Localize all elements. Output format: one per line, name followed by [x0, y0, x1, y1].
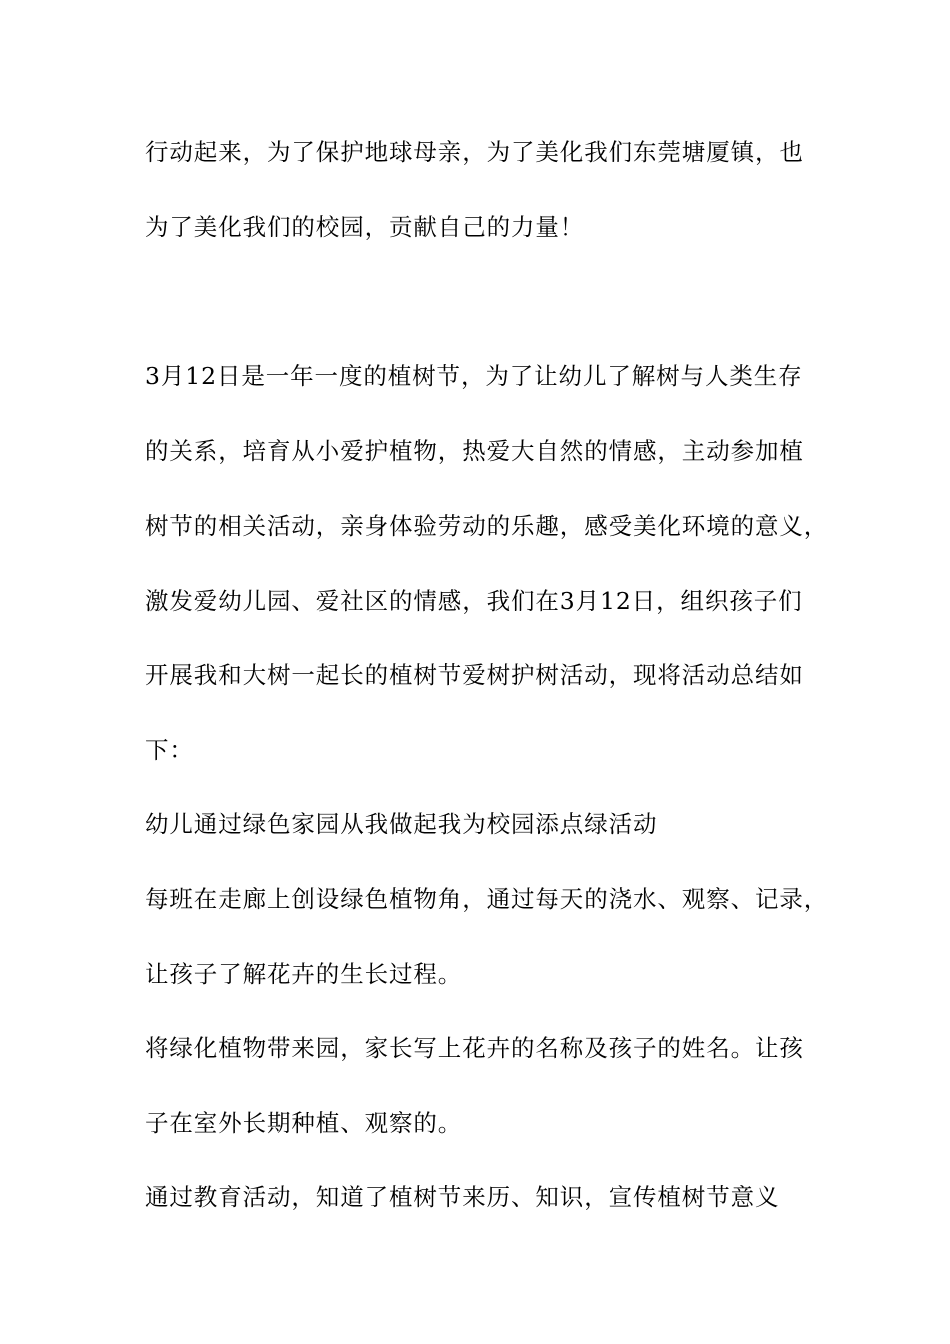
text-line: 通过教育活动，知道了植树节来历、知识，宣传植树节意义 [145, 1183, 780, 1211]
text-line: 树节的相关活动，亲身体验劳动的乐趣，感受美化环境的意义， [145, 512, 829, 540]
text-line: 让孩子了解花卉的生长过程。 [145, 960, 463, 988]
text-line: 3月12日是一年一度的植树节，为了让幼儿了解树与人类生存 [145, 362, 803, 390]
text-line: 行动起来，为了保护地球母亲，为了美化我们东莞塘厦镇，也 [145, 138, 804, 166]
text-line: 幼儿通过绿色家园从我做起我为校园添点绿活动 [145, 810, 658, 838]
text-line: 为了美化我们的校园，贡献自己的力量！ [145, 213, 585, 241]
text-line: 每班在走廊上创设绿色植物角，通过每天的浇水、观察、记录， [145, 885, 829, 913]
text-line: 开展我和大树一起长的植树节爱树护树活动，现将活动总结如 [145, 661, 804, 689]
text-line: 激发爱幼儿园、爱社区的情感，我们在3月12日，组织孩子们 [145, 587, 803, 615]
text-line: 下： [145, 736, 194, 764]
text-line: 子在室外长期种植、观察的。 [145, 1109, 463, 1137]
text-line: 将绿化植物带来园，家长写上花卉的名称及孩子的姓名。让孩 [145, 1034, 804, 1062]
text-line: 的关系，培育从小爱护植物，热爱大自然的情感，主动参加植 [145, 437, 804, 465]
